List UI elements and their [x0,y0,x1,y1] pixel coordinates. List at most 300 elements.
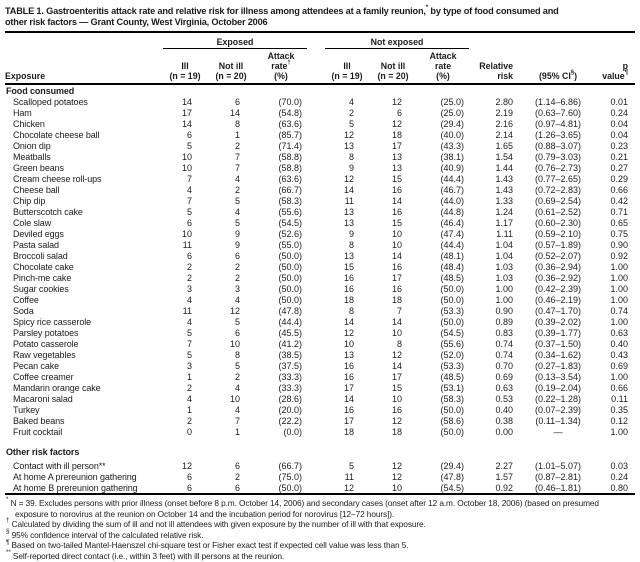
table-row [5,349,635,360]
col-header-label: Not ill [218,61,244,71]
column-spacer [307,283,325,294]
col-header-attack-rate-exposed [255,49,307,85]
notill-exposed-value: 1 [234,426,240,437]
confidence-interval-value: (0.36–2.92) [535,272,582,283]
confidence-interval-value: (0.22–1.28) [535,393,582,404]
notill-exposed-value: 4 [234,173,240,184]
confidence-interval-value: (0.59–2.10) [535,228,582,239]
attack-rate-not-exposed-value: (40.9) [440,162,465,173]
title-text: TABLE 1. Gastroenteritis attack rate and relative risk for illness among attendees at a family reunion, [5,6,426,17]
section-header: Other risk factors [6,446,80,457]
attack-rate-exposed-value: (0.0) [283,426,303,437]
confidence-interval-value: (0.37–1.50) [535,338,582,349]
notill-not-exposed-value: 17 [392,140,403,151]
dagger-footnote-mark: † [287,60,291,67]
exposure-label: Scalloped potatoes [13,96,88,107]
confidence-interval-value: (0.11–1.34) [535,415,581,426]
ill-not-exposed-value: 18 [344,294,355,305]
col-header-p-value [595,49,635,85]
table-row [5,338,635,349]
column-spacer [307,140,325,151]
attack-rate-exposed-value: (33.3) [278,371,303,382]
attack-rate-not-exposed-value: (50.0) [440,283,465,294]
relative-risk-value: 1.04 [495,239,514,250]
table-row [5,96,635,107]
notill-not-exposed-value: 6 [397,107,403,118]
table-row [5,250,635,261]
attack-rate-exposed-value: (70.0) [278,96,303,107]
p-value: 0.43 [610,349,629,360]
attack-rate-not-exposed-value: (48.1) [440,250,465,261]
p-value: 0.80 [610,482,629,493]
spanner-blank [595,33,635,49]
ill-exposed-value: 5 [186,206,192,217]
table-row [5,360,635,371]
column-spacer [307,482,325,494]
confidence-interval-value: (0.76–2.73) [535,162,582,173]
table-row [5,371,635,382]
table-body [5,84,635,494]
confidence-interval-value: (0.52–2.07) [535,250,582,261]
exposure-label: Potato casserole [13,338,79,349]
ill-not-exposed-value: 11 [344,471,355,482]
column-spacer [307,360,325,371]
notill-exposed-value: 6 [234,460,240,471]
attack-rate-not-exposed-value: (58.6) [440,415,465,426]
attack-rate-not-exposed-value: (48.4) [440,261,465,272]
notill-not-exposed-value: 8 [397,338,403,349]
col-header-label: (n = 20) [377,71,409,81]
relative-risk-value: 2.14 [495,129,514,140]
col-header-label: Relative [479,61,514,71]
ill-exposed-value: 10 [181,162,192,173]
confidence-interval-value: (0.39–1.77) [535,327,582,338]
ill-not-exposed-value: 16 [344,371,355,382]
attack-rate-exposed-value: (71.4) [278,140,303,151]
p-value: 0.66 [610,382,629,393]
exposure-label: Spicy rice casserole [13,316,92,327]
footnote-symbol: * [6,496,9,504]
col-header-label: risk [497,71,514,81]
table-row [5,184,635,195]
table-row [5,482,635,494]
p-value: 0.04 [610,129,629,140]
ill-not-exposed-value: 4 [349,96,355,107]
confidence-interval-value: (0.79–3.03) [535,151,582,162]
exposure-label: Green beans [13,162,64,173]
ill-exposed-value: 12 [181,460,192,471]
ill-exposed-value: 3 [186,283,192,294]
table-row [5,327,635,338]
column-spacer [307,206,325,217]
p-value: 0.40 [610,338,629,349]
ill-exposed-value: 4 [186,316,192,327]
notill-exposed-value: 6 [234,482,240,493]
col-header-label: Ill [181,61,189,71]
title-text: other risk factors — Grant County, West Virginia, October 2006 [5,17,268,28]
ill-exposed-value: 4 [186,393,192,404]
attack-rate-not-exposed-value: (47.4) [440,228,465,239]
exposure-label: Macaroni salad [13,393,73,404]
col-header-ill-not-exposed [325,49,369,85]
column-spacer [307,151,325,162]
attack-rate-exposed-value: (33.3) [278,382,303,393]
exposure-label: Baked beans [13,415,65,426]
p-value: 0.03 [610,460,629,471]
ill-not-exposed-value: 8 [349,305,355,316]
col-header-label: (n = 20) [215,71,247,81]
p-value: 0.71 [610,206,629,217]
table-row [5,107,635,118]
title-asterisk: * [425,3,429,11]
notill-exposed-value: 4 [234,404,240,415]
table-header [5,33,635,84]
notill-not-exposed-value: 12 [392,349,403,360]
attack-rate-exposed-value: (37.5) [278,360,303,371]
attack-rate-not-exposed-value: (52.0) [440,349,465,360]
confidence-interval-value: (1.26–3.65) [535,129,582,140]
notill-exposed-value: 6 [234,96,240,107]
confidence-interval-value: (0.69–2.54) [535,195,582,206]
table-row [5,471,635,482]
column-header-row [5,49,635,85]
col-header-label: Not ill [380,61,406,71]
relative-risk-value: 1.24 [495,206,514,217]
relative-risk-value: 0.92 [495,482,514,493]
notill-not-exposed-value: 13 [392,162,403,173]
relative-risk-value: 1.43 [495,184,514,195]
attack-rate-not-exposed-value: (54.5) [440,327,465,338]
column-spacer [307,173,325,184]
notill-not-exposed-value: 14 [392,250,403,261]
notill-not-exposed-value: 15 [392,217,403,228]
relative-risk-value: 1.33 [495,195,514,206]
ill-exposed-value: 1 [186,371,192,382]
exposure-label: Chicken [13,118,45,129]
column-spacer [307,460,325,471]
notill-exposed-value: 10 [229,393,240,404]
ill-not-exposed-value: 18 [344,426,355,437]
table-row [5,129,635,140]
spanner-exposed-label: Exposed [216,37,254,47]
p-value: 0.75 [610,228,629,239]
table-row [5,272,635,283]
attack-rate-exposed-value: (50.0) [278,283,303,294]
p-value: 0.35 [610,404,629,415]
col-header-label: Attack [267,51,295,61]
attack-rate-exposed-value: (63.6) [278,118,303,129]
notill-not-exposed-value: 12 [392,460,403,471]
notill-exposed-value: 5 [234,360,240,371]
notill-not-exposed-value: 12 [392,415,403,426]
relative-risk-value: 0.00 [495,426,514,437]
attack-rate-not-exposed-value: (46.4) [440,217,465,228]
notill-exposed-value: 4 [234,382,240,393]
table-row [5,217,635,228]
page-title [5,3,635,28]
attack-rate-exposed-value: (58.8) [278,151,303,162]
ill-exposed-value: 11 [182,239,192,250]
col-header-attack-rate-not-exposed [417,49,469,85]
exposure-label: Cheese ball [13,184,60,195]
p-value: 1.00 [610,283,629,294]
ill-exposed-value: 5 [186,349,192,360]
attack-rate-exposed-value: (55.0) [278,239,303,250]
footnote [6,498,634,519]
ill-not-exposed-value: 9 [349,228,355,239]
notill-not-exposed-value: 10 [392,393,403,404]
attack-rate-exposed-value: (50.0) [278,482,303,493]
confidence-interval-value: (0.47–1.70) [535,305,582,316]
table-row [5,162,635,173]
ill-exposed-value: 6 [186,129,192,140]
ill-not-exposed-value: 9 [349,162,355,173]
attack-rate-exposed-value: (58.3) [278,195,303,206]
exposure-label: Broccoli salad [13,250,68,261]
attack-rate-not-exposed-value: (50.0) [440,294,465,305]
ill-not-exposed-value: 12 [344,327,355,338]
col-header-exposure [5,49,163,85]
ill-not-exposed-value: 17 [344,382,355,393]
column-spacer [307,96,325,107]
attack-rate-exposed-value: (52.6) [278,228,303,239]
relative-risk-value: 2.27 [495,460,514,471]
notill-not-exposed-value: 18 [392,426,403,437]
ill-exposed-value: 17 [181,107,192,118]
ill-exposed-value: 10 [181,228,192,239]
p-value: 0.74 [610,305,629,316]
notill-exposed-value: 7 [234,151,240,162]
notill-exposed-value: 8 [234,349,240,360]
p-value: 0.65 [610,217,629,228]
relative-risk-value: 1.43 [495,173,514,184]
table-row [5,316,635,327]
exposure-label: Contact with ill person** [13,460,106,471]
notill-not-exposed-value: 15 [392,382,403,393]
table-row [5,173,635,184]
spanner-exposed [163,33,307,49]
column-spacer [307,272,325,283]
notill-not-exposed-value: 12 [392,96,403,107]
relative-risk-value: 0.53 [495,393,514,404]
relative-risk-value: 0.63 [495,382,514,393]
notill-exposed-value: 3 [234,283,240,294]
column-spacer [307,426,325,437]
relative-risk-value: 0.69 [495,371,514,382]
p-value: 0.23 [610,140,629,151]
exposure-label: Chocolate cake [13,261,74,272]
ill-not-exposed-value: 13 [344,250,355,261]
notill-exposed-value: 2 [234,371,240,382]
notill-exposed-value: 7 [234,162,240,173]
ill-exposed-value: 11 [182,305,192,316]
notill-not-exposed-value: 12 [392,118,403,129]
footnote-text: 95% confidence interval of the calculated relative risk. [9,529,204,540]
attack-rate-not-exposed-value: (50.0) [440,404,465,415]
notill-not-exposed-value: 16 [392,404,403,415]
ill-exposed-value: 6 [186,471,192,482]
ill-not-exposed-value: 16 [344,283,355,294]
attack-rate-exposed-value: (63.6) [278,173,303,184]
ill-exposed-value: 2 [186,272,192,283]
attack-rate-not-exposed-value: (50.0) [440,426,465,437]
ill-not-exposed-value: 14 [344,393,355,404]
p-value: 0.12 [610,415,629,426]
notill-exposed-value: 5 [234,195,240,206]
ill-not-exposed-value: 13 [344,349,355,360]
spanner-blank [469,33,521,49]
p-value: 0.24 [610,107,629,118]
attack-rate-not-exposed-value: (53.3) [440,360,465,371]
table-row [5,382,635,393]
notill-exposed-value: 12 [229,305,240,316]
p-value: 0.66 [610,184,629,195]
column-spacer [307,294,325,305]
attack-rate-not-exposed-value: (38.1) [440,151,465,162]
col-header-relative-risk [469,49,521,85]
footnote-symbol: ¶ [6,538,10,546]
spanner-blank [5,33,163,49]
footnote [6,530,634,541]
col-header-label: ) [574,71,578,81]
col-header-label: (%) [436,71,450,81]
attack-rate-exposed-value: (45.5) [278,327,303,338]
relative-risk-value: 2.19 [495,107,514,118]
group-spanner-row [5,33,635,49]
table-row [5,195,635,206]
attack-rate-not-exposed-value: (53.1) [440,382,465,393]
ill-exposed-value: 5 [186,327,192,338]
spanner-gap [307,33,325,49]
ill-not-exposed-value: 15 [344,261,355,272]
attack-rate-exposed-value: (47.8) [278,305,303,316]
notill-not-exposed-value: 17 [392,272,403,283]
notill-exposed-value: 2 [234,184,240,195]
ill-not-exposed-value: 11 [344,195,355,206]
col-header-label [255,61,307,71]
notill-not-exposed-value: 10 [392,228,403,239]
relative-risk-value: 1.11 [496,228,514,239]
table-row [5,118,635,129]
confidence-interval-value: (0.46–2.19) [535,294,582,305]
confidence-interval-value: (0.77–2.65) [535,173,582,184]
attack-rate-not-exposed-value: (46.7) [440,184,465,195]
relative-risk-value: 1.57 [495,471,514,482]
exposure-label: Cream cheese roll-ups [13,173,102,184]
col-header-label: (n = 19) [331,71,363,81]
relative-risk-value: 2.16 [495,118,514,129]
confidence-interval-value: (1.01–5.07) [535,460,582,471]
section-footnote-mark: § [570,70,575,77]
attack-rate-table [5,33,635,495]
column-spacer [307,228,325,239]
ill-not-exposed-value: 17 [344,415,355,426]
column-spacer [307,250,325,261]
table-row [5,393,635,404]
ill-not-exposed-value: 2 [349,107,355,118]
p-value: 0.01 [610,96,629,107]
relative-risk-value: 1.65 [495,140,514,151]
notill-not-exposed-value: 16 [392,184,403,195]
column-spacer [307,239,325,250]
col-header-label: Exposure [5,71,46,81]
attack-rate-exposed-value: (54.8) [278,107,303,118]
exposure-label: Meatballs [13,151,51,162]
notill-not-exposed-value: 10 [392,482,403,493]
ill-exposed-value: 6 [186,217,192,228]
footnote-text: Based on two-tailed Mantel-Haenszel chi-square test or Fisher exact test if expected cell value was less than 5. [9,540,409,551]
table-row [5,206,635,217]
confidence-interval-value: (0.34–1.62) [535,349,582,360]
table-row [5,426,635,437]
column-spacer [307,195,325,206]
notill-not-exposed-value: 15 [392,173,403,184]
ill-not-exposed-value: 16 [344,360,355,371]
ill-not-exposed-value: 14 [344,316,355,327]
attack-rate-exposed-value: (38.5) [278,349,303,360]
attack-rate-exposed-value: (50.0) [278,261,303,272]
section-header: Food consumed [6,85,75,96]
confidence-interval-value: (0.13–3.54) [535,371,582,382]
attack-rate-not-exposed-value: (43.3) [440,140,465,151]
col-header-notill-not-exposed [369,49,417,85]
table-row [5,151,635,162]
confidence-interval-value: — [553,426,563,437]
attack-rate-exposed-value: (50.0) [278,294,303,305]
table-row [5,283,635,294]
notill-exposed-value: 14 [229,107,240,118]
relative-risk-value: 1.03 [495,272,514,283]
column-spacer [307,162,325,173]
p-value: 1.00 [610,426,629,437]
ill-exposed-value: 2 [186,415,192,426]
table-row [5,305,635,316]
spanner-not-exposed [325,33,469,49]
exposure-label: Cole slaw [13,217,52,228]
exposure-label: Soda [13,305,34,316]
ill-not-exposed-value: 13 [344,217,355,228]
table-row [5,261,635,272]
header-gap [307,49,325,85]
col-header-label: Attack [429,51,457,61]
attack-rate-not-exposed-value: (50.0) [440,316,465,327]
attack-rate-not-exposed-value: (29.4) [440,118,465,129]
ill-exposed-value: 6 [186,250,192,261]
ill-exposed-value: 2 [186,382,192,393]
exposure-label: At home A prereunion gathering [13,471,137,482]
ill-exposed-value: 14 [181,118,192,129]
p-value: 1.00 [610,261,629,272]
notill-exposed-value: 1 [234,129,240,140]
relative-risk-value: 1.03 [495,261,514,272]
attack-rate-exposed-value: (28.6) [278,393,303,404]
ill-not-exposed-value: 12 [344,129,355,140]
exposure-label: Onion dip [13,140,51,151]
col-header-label: (n = 19) [169,71,201,81]
ill-exposed-value: 5 [186,140,192,151]
exposure-label: Mandarin orange cake [13,382,101,393]
table-row [5,228,635,239]
col-header-label [595,71,628,81]
attack-rate-exposed-value: (58.8) [278,162,303,173]
ill-exposed-value: 7 [186,173,192,184]
notill-not-exposed-value: 18 [392,294,403,305]
p-value: 0.27 [610,162,629,173]
p-value: 1.00 [610,371,629,382]
attack-rate-not-exposed-value: (44.0) [440,195,465,206]
col-header-label: Ill [343,61,351,71]
notill-exposed-value: 9 [234,239,240,250]
